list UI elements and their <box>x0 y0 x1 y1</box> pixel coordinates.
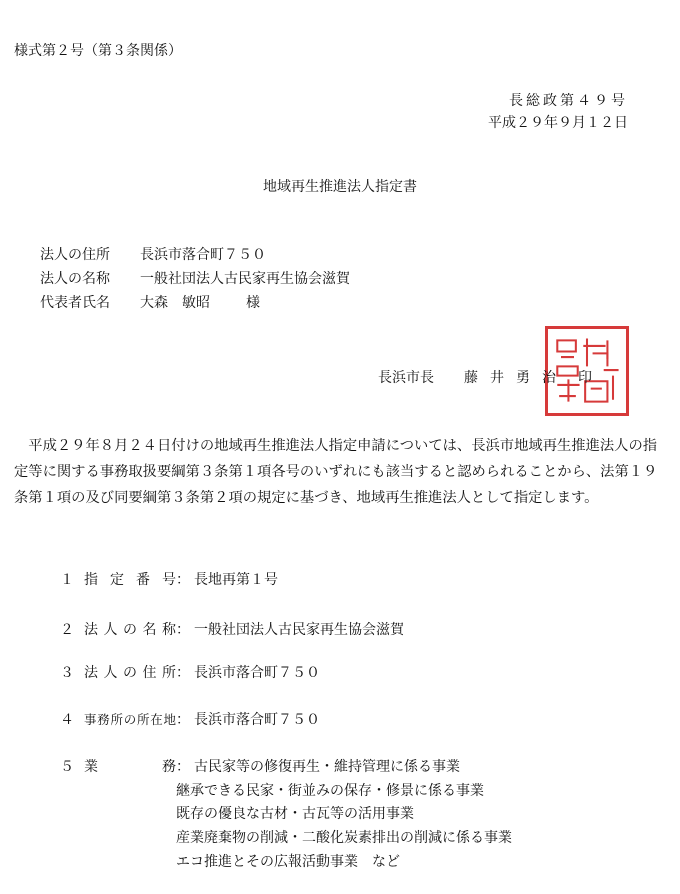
seal-mark: 印 <box>578 370 592 386</box>
item-label: 法人の名称 <box>84 622 176 638</box>
item-number: ２ <box>60 622 74 638</box>
designation-body-text: 平成２９年８月２４日付けの地域再生推進法人指定申請については、長浜市地域再生推進法人の指定等に関する事務取扱要綱第３条第１項各号のいずれにも該当すると認められることから、法第１９条第１項の及び同要綱第３条第２項の規定に基づき、地域再生推進法人として指定します。 <box>14 438 658 506</box>
item-value: 長地再第１号 <box>194 572 278 588</box>
recipient-address-value: 長浜市落合町７５０ <box>140 247 266 263</box>
recipient-rep-label: 代表者氏名 <box>40 295 110 311</box>
recipient-name-row <box>40 268 350 288</box>
item-row-5: ５ 業務： 古民家等の修復再生・維持管理に係る事業 <box>60 756 460 776</box>
item-value: 長浜市落合町７５０ <box>194 712 320 728</box>
item-row-4: ４ 事務所の所在地： 長浜市落合町７５０ <box>60 709 320 729</box>
business-line: 継承できる民家・街並みの保存・修景に係る事業 <box>176 783 484 799</box>
item-label: 指定番号 <box>84 572 176 588</box>
recipient-rep-value: 大森 敏昭 <box>140 295 210 311</box>
document-title: 地域再生推進法人指定書 <box>263 179 417 195</box>
item-value: 古民家等の修復再生・維持管理に係る事業 <box>194 759 460 775</box>
recipient-rep-row <box>40 292 260 312</box>
item-number: ５ <box>60 759 74 775</box>
recipient-rep-suffix: 様 <box>246 295 260 311</box>
business-line: エコ推進とその広報活動事業 など <box>176 854 400 870</box>
form-label: 様式第２号（第３条関係） <box>14 43 182 59</box>
item-label: 法人の住所 <box>84 665 176 681</box>
item-number: １ <box>60 572 74 588</box>
item-label: 業務 <box>84 759 176 775</box>
item-number: ４ <box>60 712 74 728</box>
document-number: 長総政第４９号 <box>509 93 628 109</box>
issuer-line <box>378 367 592 387</box>
issuer-title: 長浜市長 <box>378 370 434 386</box>
item-label: 事務所の所在地 <box>84 712 176 727</box>
recipient-name-value: 一般社団法人古民家再生協会滋賀 <box>140 271 350 287</box>
item-row-2: ２ 法人の名称： 一般社団法人古民家再生協会滋賀 <box>60 619 404 639</box>
business-line: 既存の優良な古材・古瓦等の活用事業 <box>176 806 414 822</box>
recipient-address-row <box>40 244 266 264</box>
recipient-address-label: 法人の住所 <box>40 247 110 263</box>
recipient-name-label: 法人の名称 <box>40 271 110 287</box>
document-date: 平成２９年９月１２日 <box>488 115 628 131</box>
item-value: 長浜市落合町７５０ <box>194 665 320 681</box>
item-row-1: １ 指定番号： 長地再第１号 <box>60 569 278 589</box>
issuer-name: 藤井勇治 <box>464 370 568 386</box>
item-value: 一般社団法人古民家再生協会滋賀 <box>194 622 404 638</box>
item-number: ３ <box>60 665 74 681</box>
item-row-3: ３ 法人の住所： 長浜市落合町７５０ <box>60 662 320 682</box>
business-line: 産業廃棄物の削減・二酸化炭素排出の削減に係る事業 <box>176 830 512 846</box>
